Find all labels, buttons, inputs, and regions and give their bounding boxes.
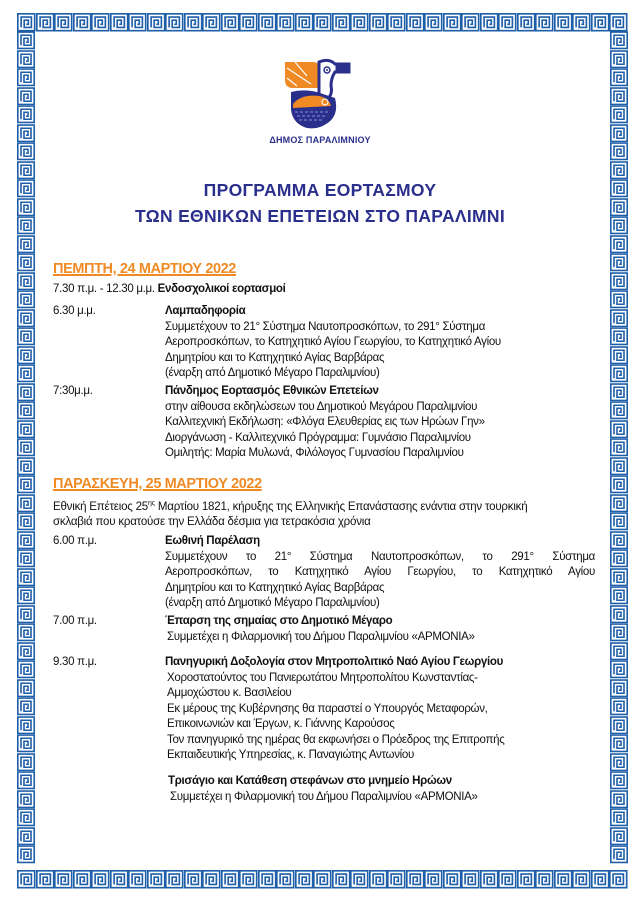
event-title: Λαμπαδηφορία xyxy=(165,305,246,317)
meander-tile xyxy=(17,235,35,254)
meander-tile xyxy=(350,13,369,32)
meander-tile xyxy=(610,401,628,420)
meander-tile xyxy=(221,13,240,32)
meander-tile xyxy=(480,13,499,32)
meander-tile xyxy=(610,290,628,309)
page-title-line-1: ΠΡΟΓΡΑΜΜΑ ΕΟΡΤΑΣΜΟΥ xyxy=(203,180,437,200)
meander-tile xyxy=(313,13,332,32)
event-detail: Επικοινωνιών και Έργων, κ. Γιάννης Καρούσος xyxy=(167,718,395,730)
meander-tile xyxy=(610,808,628,827)
meander-tile xyxy=(609,13,628,32)
meander-tile xyxy=(610,309,628,328)
meander-tile xyxy=(276,870,295,889)
meander-tile xyxy=(17,87,35,106)
meander-tile xyxy=(276,13,295,32)
meander-tile xyxy=(535,13,554,32)
intro-text: σκλαβιά που κρατούσε την Ελλάδα δέσμια για τετρακόσια χρόνια xyxy=(53,516,371,529)
meander-tile xyxy=(610,161,628,180)
meander-tile xyxy=(17,734,35,753)
intro-text: Εθνική Επέτειος 25 xyxy=(53,500,148,513)
meander-tile xyxy=(17,642,35,661)
meander-tile xyxy=(17,568,35,587)
meander-tile xyxy=(572,13,591,32)
meander-tile xyxy=(17,494,35,513)
event-detail: (έναρξη από Δημοτικό Μέγαρο Παραλιμνίου) xyxy=(165,597,380,609)
event-detail: Συμμετέχουν το 21° Σύστημα Ναυτοπροσκόπων, το 291° Σύστημα xyxy=(165,320,486,333)
meander-tile xyxy=(147,13,166,32)
meander-tile xyxy=(17,753,35,772)
meander-tile xyxy=(295,870,314,889)
meander-tile xyxy=(17,512,35,531)
meander-tile xyxy=(610,383,628,402)
meander-tile xyxy=(498,13,517,32)
meander-tile xyxy=(165,13,184,32)
meander-tile xyxy=(610,253,628,272)
meander-tile xyxy=(17,364,35,383)
meander-tile xyxy=(610,87,628,106)
meander-tile xyxy=(610,845,628,864)
meander-tile xyxy=(17,845,35,864)
meander-tile xyxy=(73,13,92,32)
meander-tile xyxy=(17,68,35,87)
meander-tile xyxy=(258,13,277,32)
event-detail: Χοροστατούντος του Πανιερωτάτου Μητροπολίτου Κωνσταντίας- xyxy=(167,671,478,684)
event-detail: στην αίθουσα εκδηλώσεων του Δημοτικού Μεγάρου Παραλιμνίου xyxy=(165,400,478,413)
meander-tile xyxy=(17,697,35,716)
event-detail: (έναρξη από Δημοτικό Μέγαρο Παραλιμνίου) xyxy=(165,367,380,379)
meander-tile xyxy=(17,586,35,605)
meander-tile xyxy=(147,870,166,889)
event-time: 6.30 μ.μ. xyxy=(53,305,96,317)
meander-tile xyxy=(17,438,35,457)
meander-tile xyxy=(332,870,351,889)
meander-tile xyxy=(591,13,610,32)
meander-tile xyxy=(17,679,35,698)
meander-tile xyxy=(610,716,628,735)
meander-tile xyxy=(610,50,628,69)
meander-tile xyxy=(610,605,628,624)
day-heading-friday: ΠΑΡΑΣΚΕΥΗ, 25 ΜΑΡΤΙΟΥ 2022 xyxy=(53,476,262,492)
meander-tile xyxy=(610,549,628,568)
meander-tile xyxy=(91,870,110,889)
meander-tile xyxy=(610,457,628,476)
event-detail: Διοργάνωση - Καλλιτεχνικό Πρόγραμμα: Γυμνάσιο Παραλιμνίου xyxy=(165,431,471,444)
meander-tile xyxy=(610,827,628,846)
meander-tile xyxy=(73,870,92,889)
municipality-bird-logo-icon xyxy=(283,58,359,130)
meander-tile xyxy=(295,13,314,32)
meander-tile xyxy=(54,870,73,889)
meander-tile xyxy=(184,13,203,32)
page-title-line-2: ΤΩΝ ΕΘΝΙΚΩΝ ΕΠΕΤΕΙΩΝ ΣΤΟ ΠΑΡΑΛΙΜΝΙ xyxy=(134,206,506,226)
meander-tile xyxy=(17,457,35,476)
meander-tile xyxy=(610,68,628,87)
meander-tile xyxy=(110,870,129,889)
event-time: 7:30μ.μ. xyxy=(53,385,93,397)
meander-tile xyxy=(554,870,573,889)
meander-tile xyxy=(17,827,35,846)
meander-tile xyxy=(17,531,35,550)
meander-tile xyxy=(610,623,628,642)
meander-tile xyxy=(610,642,628,661)
meander-tile xyxy=(17,50,35,69)
meander-tile xyxy=(17,716,35,735)
meander-tile xyxy=(128,13,147,32)
meander-tile xyxy=(17,346,35,365)
meander-tile xyxy=(258,870,277,889)
meander-tile xyxy=(17,870,36,889)
meander-tile xyxy=(610,753,628,772)
intro-ordinal: ης xyxy=(148,500,155,507)
meander-tile xyxy=(610,346,628,365)
event-title: Ενδοσχολικοί εορτασμοί xyxy=(157,283,286,295)
meander-tile xyxy=(610,438,628,457)
meander-tile xyxy=(535,870,554,889)
event-time: 9.30 π.μ. xyxy=(53,656,97,668)
meander-tile xyxy=(610,31,628,50)
meander-tile xyxy=(610,364,628,383)
meander-tile xyxy=(610,771,628,790)
meander-tile xyxy=(350,870,369,889)
event-title: Πανηγυρική Δοξολογία στον Μητροπολιτικό Ναό Αγίου Γεωργίου xyxy=(165,656,504,668)
meander-tile xyxy=(498,870,517,889)
meander-tile xyxy=(17,383,35,402)
meander-tile xyxy=(610,475,628,494)
event-time: 6.00 π.μ. xyxy=(53,535,97,547)
meander-tile xyxy=(17,272,35,291)
event-time: 7.00 π.μ. xyxy=(53,615,97,627)
meander-tile xyxy=(313,870,332,889)
event-detail: Αεροπροσκόπων, το Κατηχητικό Αγίου Γεωργίου, το Κατηχητικό Αγίου xyxy=(165,566,595,578)
day-intro xyxy=(53,496,588,531)
meander-tile xyxy=(610,531,628,550)
meander-tile xyxy=(17,13,36,32)
meander-tile xyxy=(610,568,628,587)
meander-tile xyxy=(406,870,425,889)
meander-tile xyxy=(36,870,55,889)
meander-tile xyxy=(202,13,221,32)
meander-tile xyxy=(239,870,258,889)
meander-tile xyxy=(387,13,406,32)
event-detail: Δημητρίου και το Κατηχητικό Αγίας Βαρβάρας xyxy=(165,351,385,364)
meander-tile xyxy=(128,870,147,889)
event-detail: Εκ μέρους της Κυβέρνησης θα παραστεί ο Υπουργός Μεταφορών, xyxy=(167,702,488,715)
meander-tile xyxy=(332,13,351,32)
meander-border-left xyxy=(17,31,35,870)
meander-tile xyxy=(610,105,628,124)
meander-tile xyxy=(610,586,628,605)
intro-text: Μαρτίου 1821, κήρυξης της Ελληνικής Επανάστασης ενάντια στην τουρκική xyxy=(154,500,528,513)
event-time: 7.30 π.μ. - 12.30 μ.μ. xyxy=(53,283,155,295)
meander-tile xyxy=(517,13,536,32)
event-detail: Τον πανηγυρικό της ημέρας θα εκφωνήσει ο Πρόεδρος της Επιτροπής xyxy=(167,733,505,746)
meander-tile xyxy=(554,13,573,32)
meander-tile xyxy=(17,401,35,420)
meander-border-right xyxy=(610,31,628,870)
meander-tile xyxy=(610,235,628,254)
meander-tile xyxy=(36,13,55,32)
municipality-name: ΔΗΜΟΣ ΠΑΡΑΛΙΜΝΙΟΥ xyxy=(269,135,371,145)
meander-tile xyxy=(406,13,425,32)
meander-tile xyxy=(17,105,35,124)
meander-tile xyxy=(424,870,443,889)
meander-tile xyxy=(17,290,35,309)
event-title: Πάνδημος Εορτασμός Εθνικών Επετείων xyxy=(165,385,379,397)
meander-tile xyxy=(110,13,129,32)
event-detail: Αμμοχώστου κ. Βασιλείου xyxy=(167,687,292,699)
meander-tile xyxy=(17,660,35,679)
meander-tile xyxy=(610,512,628,531)
meander-tile xyxy=(387,870,406,889)
meander-tile xyxy=(17,808,35,827)
meander-tile xyxy=(17,623,35,642)
meander-tile xyxy=(480,870,499,889)
event-detail: Συμμετέχει η Φιλαρμονική του Δήμου Παραλιμνίου «ΑΡΜΟΝΙΑ» xyxy=(170,790,478,803)
meander-tile xyxy=(610,660,628,679)
event-title: Τρισάγιο και Κατάθεση στεφάνων στο μνημείο Ηρώων xyxy=(168,775,452,787)
event-detail: Συμμετέχουν το 21° Σύστημα Ναυτοπροσκόπων, το 291° Σύστημα xyxy=(165,550,595,563)
meander-tile xyxy=(91,13,110,32)
meander-tile xyxy=(17,605,35,624)
meander-tile xyxy=(610,494,628,513)
event-detail: Αεροπροσκόπων, το Κατηχητικό Αγίου Γεωργίου, το Κατηχητικό Αγίου xyxy=(165,336,501,348)
meander-tile xyxy=(17,327,35,346)
meander-tile xyxy=(221,870,240,889)
meander-tile xyxy=(610,327,628,346)
meander-tile xyxy=(461,13,480,32)
meander-tile xyxy=(610,679,628,698)
meander-tile xyxy=(17,253,35,272)
meander-tile xyxy=(17,161,35,180)
event-detail: Συμμετέχει η Φιλαρμονική του Δήμου Παραλιμνίου «ΑΡΜΟΝΙΑ» xyxy=(167,630,475,643)
meander-border-top xyxy=(17,13,628,31)
event-detail: Καλλιτεχνική Εκδήλωση: «Φλόγα Ελευθερίας εις των Ηρώων Γην» xyxy=(165,416,485,428)
event-detail: Ομιλητής: Μαρία Μυλωνά, Φιλόλογος Γυμνασίου Παραλιμνίου xyxy=(165,447,464,459)
meander-tile xyxy=(424,13,443,32)
meander-tile xyxy=(184,870,203,889)
meander-tile xyxy=(17,790,35,809)
meander-tile xyxy=(202,870,221,889)
meander-tile xyxy=(369,870,388,889)
meander-tile xyxy=(610,272,628,291)
meander-tile xyxy=(17,31,35,50)
meander-tile xyxy=(17,420,35,439)
meander-tile xyxy=(443,13,462,32)
meander-tile xyxy=(517,870,536,889)
event-detail: Εκπαιδευτικής Υπηρεσίας, κ. Παναγιώτης Αντωνίου xyxy=(167,749,415,761)
meander-tile xyxy=(610,734,628,753)
day-heading-thursday: ΠΕΜΠΤΗ, 24 ΜΑΡΤΙΟΥ 2022 xyxy=(53,261,236,277)
meander-tile xyxy=(610,697,628,716)
meander-tile xyxy=(610,420,628,439)
meander-tile xyxy=(17,475,35,494)
meander-tile xyxy=(461,870,480,889)
meander-tile xyxy=(443,870,462,889)
meander-tile xyxy=(239,13,258,32)
meander-tile xyxy=(591,870,610,889)
meander-tile xyxy=(54,13,73,32)
meander-tile xyxy=(610,790,628,809)
meander-tile xyxy=(369,13,388,32)
event-row xyxy=(53,282,286,298)
event-detail: Δημητρίου και το Κατηχητικό Αγίας Βαρβάρας xyxy=(165,581,385,594)
meander-tile xyxy=(17,771,35,790)
meander-tile xyxy=(572,870,591,889)
meander-tile xyxy=(609,870,628,889)
meander-border-bottom xyxy=(17,870,628,888)
meander-tile xyxy=(165,870,184,889)
event-title: Εωθινή Παρέλαση xyxy=(165,535,260,547)
meander-tile xyxy=(17,549,35,568)
meander-tile xyxy=(17,309,35,328)
event-title: Έπαρση της σημαίας στο Δημοτικό Μέγαρο xyxy=(165,615,393,627)
